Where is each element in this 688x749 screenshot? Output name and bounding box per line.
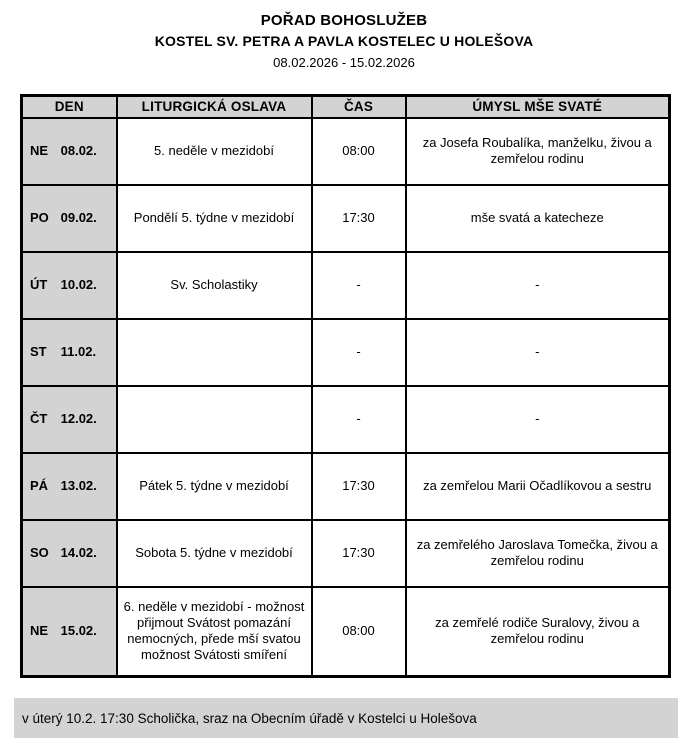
- table-row: [22, 185, 670, 252]
- document-header: [0, 0, 688, 73]
- day-abbr: ČT: [30, 411, 48, 426]
- day-date: 13.02.: [60, 478, 97, 493]
- day-abbr: PÁ: [30, 478, 49, 493]
- table-row: [22, 520, 670, 587]
- column-header-celebration: LITURGICKÁ OSLAVA: [117, 96, 312, 118]
- intention-cell: mše svatá a katecheze: [406, 185, 670, 252]
- table-row: [22, 118, 670, 185]
- intention-cell: -: [406, 252, 670, 319]
- column-header-day: DEN: [22, 96, 117, 118]
- celebration-cell: [117, 319, 312, 386]
- day-date: 14.02.: [60, 545, 97, 560]
- intention-cell: za zemřelé rodiče Suralovy, živou a zemřelou rodinu: [406, 587, 670, 677]
- footer-note-bar: [14, 698, 678, 738]
- date-range: 08.02.2026 - 15.02.2026: [273, 55, 415, 70]
- table-row: [22, 453, 670, 520]
- schedule-table: [20, 94, 671, 678]
- celebration-cell: [117, 386, 312, 453]
- church-name: KOSTEL SV. PETRA A PAVLA KOSTELEC U HOLEŠOVA: [154, 33, 534, 49]
- time-cell: 17:30: [312, 185, 406, 252]
- day-date: 10.02.: [60, 277, 97, 292]
- celebration-cell: Pondělí 5. týdne v mezidobí: [117, 185, 312, 252]
- column-header-intention: ÚMYSL MŠE SVATÉ: [406, 96, 670, 118]
- intention-cell: -: [406, 386, 670, 453]
- day-cell: [22, 252, 117, 319]
- day-abbr: ÚT: [30, 277, 48, 292]
- intention-cell: za zemřelou Marii Očadlíkovou a sestru: [406, 453, 670, 520]
- day-cell: [22, 587, 117, 677]
- day-abbr: SO: [30, 545, 49, 560]
- table-row: [22, 386, 670, 453]
- celebration-cell: Sobota 5. týdne v mezidobí: [117, 520, 312, 587]
- table-header-row: [22, 96, 670, 118]
- column-header-time: ČAS: [312, 96, 406, 118]
- time-cell: -: [312, 386, 406, 453]
- time-cell: 08:00: [312, 587, 406, 677]
- day-abbr: NE: [30, 143, 49, 158]
- table-row: [22, 319, 670, 386]
- footer-note: v úterý 10.2. 17:30 Scholička, sraz na Obecním úřadě v Kostelci u Holešova: [22, 710, 477, 726]
- intention-cell: -: [406, 319, 670, 386]
- page-title: POŘAD BOHOSLUŽEB: [260, 12, 428, 29]
- celebration-cell: 6. neděle v mezidobí - možnost přijmout Svátost pomazání nemocných, přede mší svatou možnost Svátosti smíření: [117, 587, 312, 677]
- day-cell: [22, 453, 117, 520]
- day-cell: [22, 185, 117, 252]
- time-cell: 17:30: [312, 453, 406, 520]
- celebration-cell: 5. neděle v mezidobí: [117, 118, 312, 185]
- day-cell: [22, 118, 117, 185]
- day-cell: [22, 520, 117, 587]
- day-cell: [22, 319, 117, 386]
- time-cell: 17:30: [312, 520, 406, 587]
- day-date: 15.02.: [60, 623, 97, 639]
- day-abbr: ST: [30, 344, 47, 359]
- table-row: [22, 587, 670, 677]
- time-cell: 08:00: [312, 118, 406, 185]
- table-row: [22, 252, 670, 319]
- intention-cell: za Josefa Roubalíka, manželku, živou a zemřelou rodinu: [406, 118, 670, 185]
- day-abbr: PO: [30, 210, 49, 225]
- day-date: 08.02.: [60, 143, 97, 158]
- day-date: 11.02.: [60, 344, 97, 359]
- day-cell: [22, 386, 117, 453]
- day-date: 09.02.: [60, 210, 97, 225]
- celebration-cell: Sv. Scholastiky: [117, 252, 312, 319]
- time-cell: -: [312, 252, 406, 319]
- intention-cell: za zemřelého Jaroslava Tomečka, živou a zemřelou rodinu: [406, 520, 670, 587]
- time-cell: -: [312, 319, 406, 386]
- day-abbr: NE: [30, 623, 49, 639]
- day-date: 12.02.: [60, 411, 97, 426]
- celebration-cell: Pátek 5. týdne v mezidobí: [117, 453, 312, 520]
